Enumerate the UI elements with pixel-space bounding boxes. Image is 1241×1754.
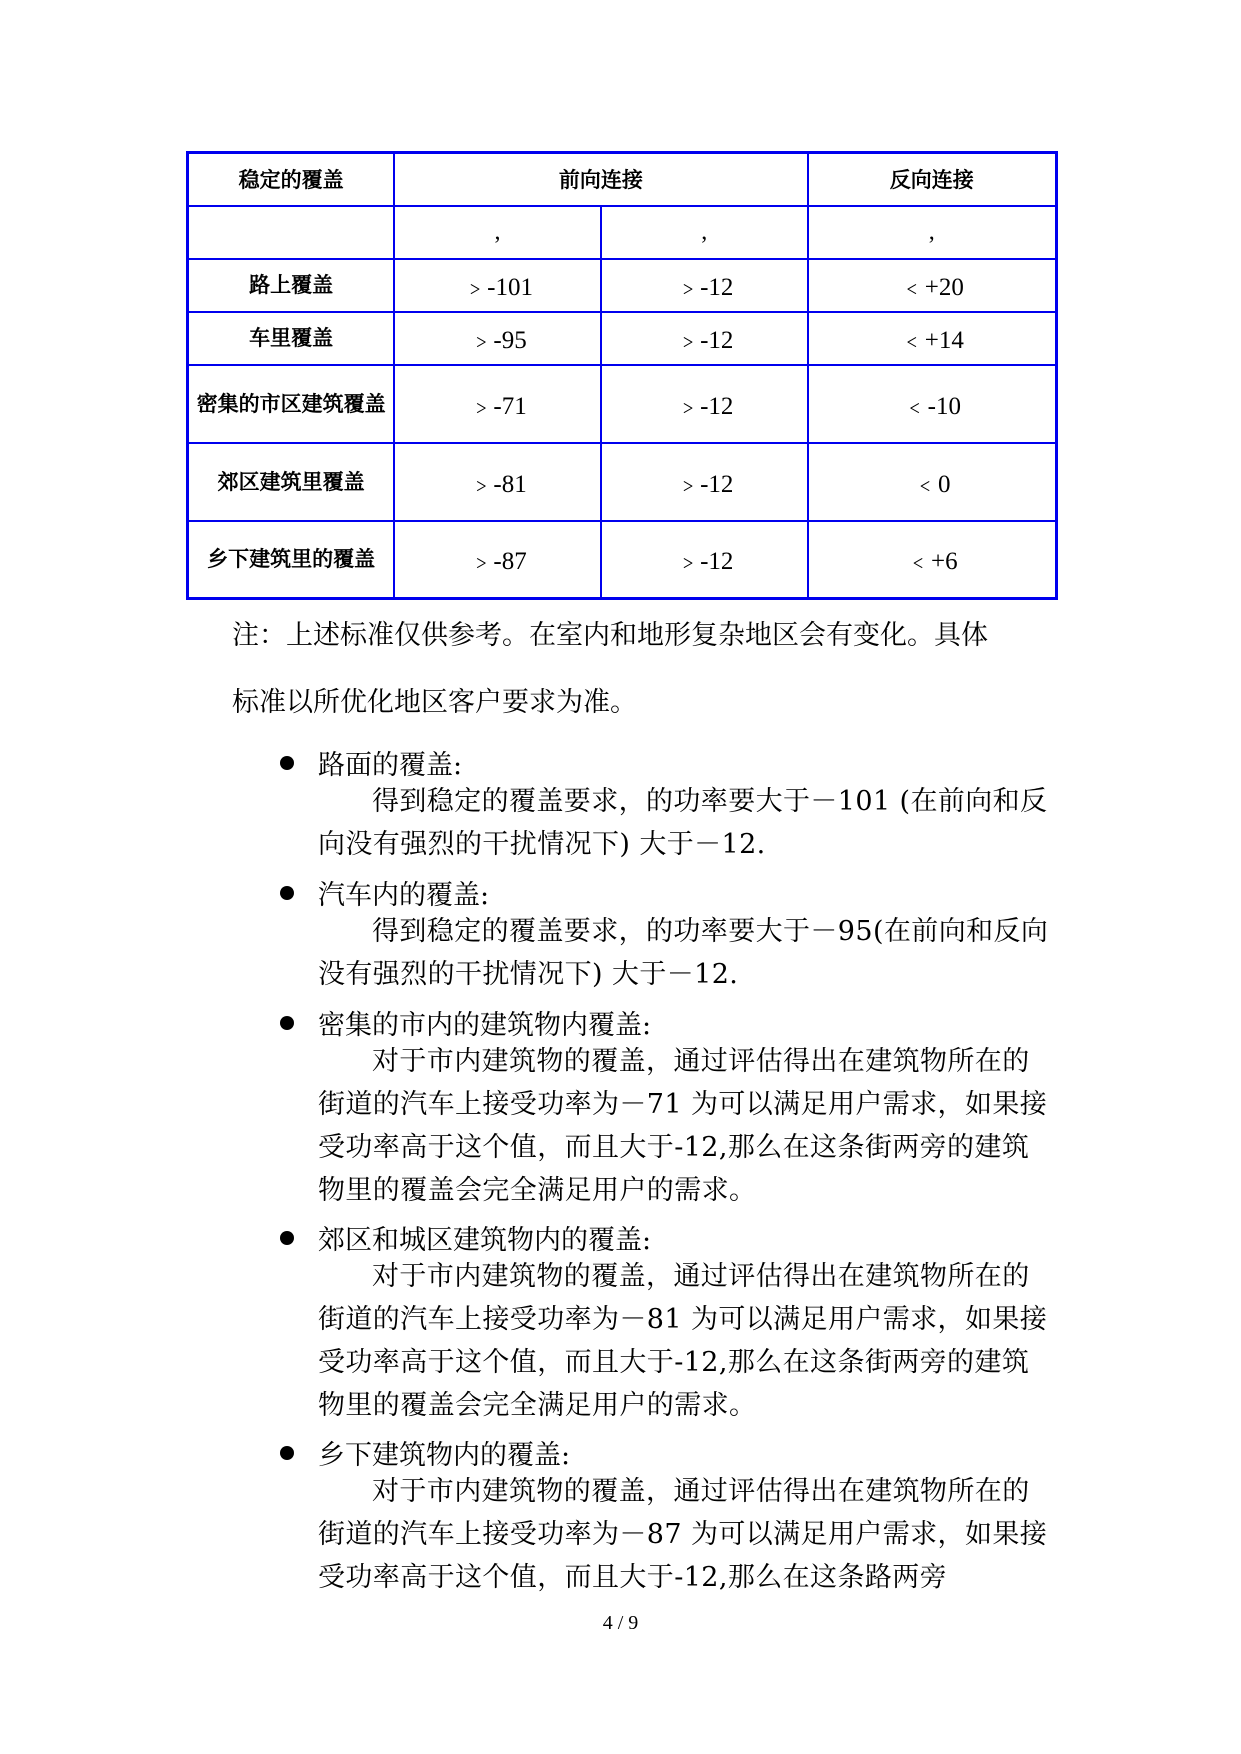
bullet-icon (280, 1016, 294, 1030)
subheader-cell: , (394, 206, 601, 259)
header-stable-coverage: 稳定的覆盖 (188, 153, 395, 206)
row-label: 郊区建筑里覆盖 (188, 443, 395, 521)
header-forward-link: 前向连接 (394, 153, 807, 206)
bullet-icon (280, 886, 294, 900)
section-heading (318, 873, 1078, 912)
section-paragraph: 对于市内建筑物的覆盖，通过评估得出在建筑物所在的街道的汽车上接受功率为－81 为可以满足用户需求，如果接受功率高于这个值，而且大于-12,那么在这条街两旁的建筑物里的覆盖会完全满足用户的需求。 (318, 1261, 1048, 1421)
reverse-threshold-cell: ﹤+14 (808, 312, 1057, 365)
note-line: 标准以所优化地区客户要求为准。 (232, 687, 637, 718)
section-paragraph: 对于市内建筑物的覆盖，通过评估得出在建筑物所在的街道的汽车上接受功率为－71 为可以满足用户需求，如果接受功率高于这个值，而且大于-12,那么在这条街两旁的建筑物里的覆盖会完全满足用户的需求。 (318, 1046, 1048, 1206)
reverse-threshold-cell: ﹤0 (808, 443, 1057, 521)
row-label: 密集的市区建筑覆盖 (188, 365, 395, 443)
forward-threshold-cell: ﹥-95 (394, 312, 601, 365)
forward-threshold-cell: ﹥-12 (601, 443, 808, 521)
table-row (188, 365, 1057, 443)
row-label: 乡下建筑里的覆盖 (188, 521, 395, 599)
coverage-table (186, 151, 1058, 600)
page-number: 4 / 9 (602, 1612, 639, 1634)
table-row (188, 443, 1057, 521)
section-heading-text: 乡下建筑物内的覆盖: (318, 1440, 571, 1471)
section-heading (318, 743, 1078, 782)
forward-threshold-cell: ﹥-71 (394, 365, 601, 443)
row-label: 车里覆盖 (188, 312, 395, 365)
forward-threshold-cell: ﹥-101 (394, 259, 601, 312)
section-heading (318, 1218, 1078, 1257)
table-row (188, 259, 1057, 312)
row-label: 路上覆盖 (188, 259, 395, 312)
section-paragraph: 得到稳定的覆盖要求，的功率要大于－101 (在前向和反向没有强烈的干扰情况下) 大于－12. (318, 786, 1048, 860)
section-paragraph: 得到稳定的覆盖要求，的功率要大于－95(在前向和反向没有强烈的干扰情况下) 大于－12. (318, 916, 1049, 990)
forward-threshold-cell: ﹥-12 (601, 312, 808, 365)
bullet-icon (280, 1231, 294, 1245)
reverse-threshold-cell: ﹤+20 (808, 259, 1057, 312)
table-row (188, 312, 1057, 365)
forward-threshold-cell: ﹥-12 (601, 365, 808, 443)
reverse-threshold-cell: ﹤+6 (808, 521, 1057, 599)
bullet-icon (280, 756, 294, 770)
subheader-cell: , (808, 206, 1057, 259)
section-heading (318, 1003, 1078, 1042)
reverse-threshold-cell: ﹤-10 (808, 365, 1057, 443)
section-heading-text: 汽车内的覆盖: (318, 880, 490, 911)
table-subheader-row (188, 206, 1057, 259)
section-heading-text: 密集的市内的建筑物内覆盖: (318, 1010, 652, 1041)
section-heading (318, 1433, 1078, 1472)
forward-threshold-cell: ﹥-12 (601, 259, 808, 312)
subheader-cell (188, 206, 395, 259)
section-heading-text: 路面的覆盖: (318, 750, 463, 781)
note-line: 注：上述标准仅供参考。在室内和地形复杂地区会有变化。具体 (232, 620, 988, 651)
bullet-icon (280, 1446, 294, 1460)
forward-threshold-cell: ﹥-81 (394, 443, 601, 521)
subheader-cell: , (601, 206, 808, 259)
table-row (188, 521, 1057, 599)
table-header-row (188, 153, 1057, 206)
forward-threshold-cell: ﹥-12 (601, 521, 808, 599)
section-heading-text: 郊区和城区建筑物内的覆盖: (318, 1225, 652, 1256)
section-paragraph: 对于市内建筑物的覆盖，通过评估得出在建筑物所在的街道的汽车上接受功率为－87 为可以满足用户需求，如果接受功率高于这个值，而且大于-12,那么在这条路两旁 (318, 1476, 1048, 1593)
header-reverse-link: 反向连接 (808, 153, 1057, 206)
forward-threshold-cell: ﹥-87 (394, 521, 601, 599)
